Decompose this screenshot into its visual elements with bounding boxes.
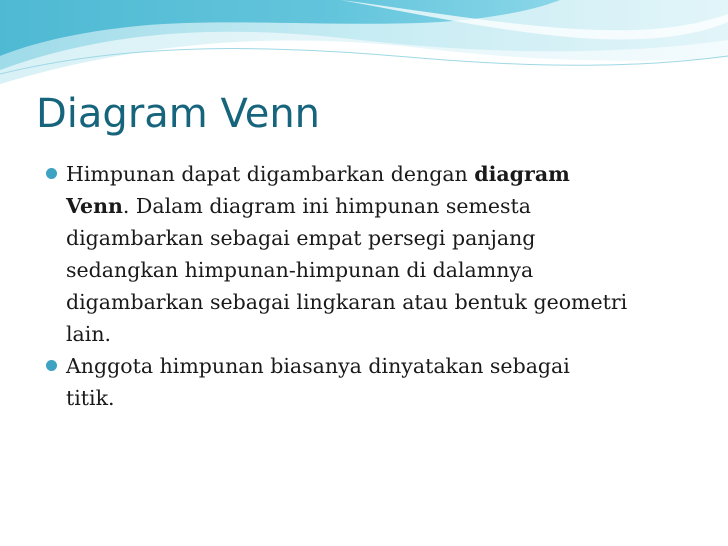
- line-text: Himpunan dapat digambarkan dengan: [66, 162, 475, 186]
- slide-title: Diagram Venn: [36, 91, 321, 137]
- bullet-dot-icon: [46, 360, 57, 371]
- line-text: digambarkan sebagai empat persegi panjang: [66, 226, 536, 250]
- bullet-line: [66, 190, 694, 222]
- bullet-line: [66, 318, 694, 350]
- bullet-list: [44, 158, 694, 414]
- bullet-item: [44, 350, 694, 414]
- header-wave-decoration: [0, 0, 728, 90]
- bullet-line: [66, 222, 694, 254]
- line-text: titik.: [66, 386, 115, 410]
- bold-term: Venn: [66, 194, 123, 218]
- line-text: Anggota himpunan biasanya dinyatakan sebagai: [66, 354, 570, 378]
- bullet-line: [66, 382, 694, 414]
- bullet-line: [66, 286, 694, 318]
- bold-term: diagram: [474, 162, 570, 186]
- bullet-item: [44, 158, 694, 350]
- bullet-line: [66, 158, 694, 190]
- line-text: lain.: [66, 322, 112, 346]
- line-text: digambarkan sebagai lingkaran atau bentuk geometri: [66, 290, 628, 314]
- bullet-line: [66, 254, 694, 286]
- bullet-dot-icon: [46, 168, 57, 179]
- line-text: sedangkan himpunan-himpunan di dalamnya: [66, 258, 534, 282]
- line-text: . Dalam diagram ini himpunan semesta: [122, 194, 532, 218]
- bullet-line: [66, 350, 694, 382]
